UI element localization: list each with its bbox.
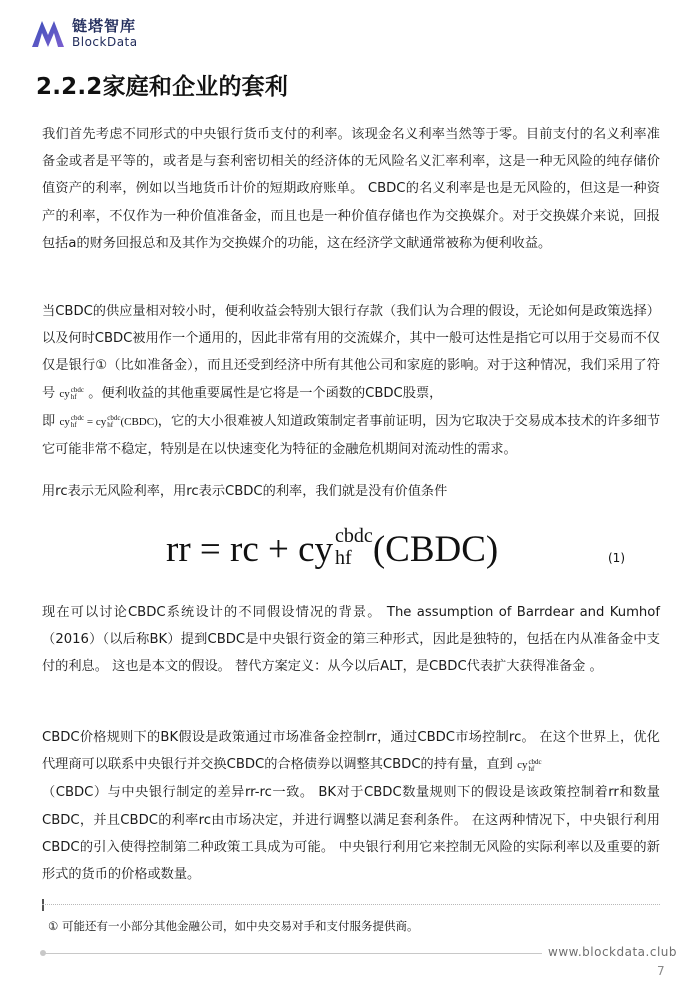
- equation-lhs: rr = rc + cy: [166, 529, 334, 570]
- math-cy-symbol: cycbdc hf: [59, 386, 84, 402]
- footnote-marker: [42, 899, 44, 911]
- equation-1: [166, 524, 499, 575]
- paragraph-2: [42, 298, 660, 463]
- header-logo: [30, 16, 138, 50]
- equation-arg: (CBDC): [372, 529, 499, 570]
- equation-number: (1): [608, 551, 625, 565]
- paragraph-3: 用rc表示无风险利率，用rc表示CBDC的利率，我们就是没有价值条件: [42, 484, 448, 499]
- section-title: 2.2.2家庭和企业的套利: [36, 74, 289, 100]
- paragraph-1: 我们首先考虑不同形式的中央银行货币支付的利率。该现金名义利率当然等于零。目前支付的名义利率准备金或者是平等的，或者是与套利密切相关的经济体的无风险名义汇率利率，这是一种无风险的纯存储价值资产的利率，例如以当地货币计价的短期政府账单。 CBDC的名义利率是也是无风险的，但这是一种资产的利率，不仅作为一种价值准备金，而且也是一种价值存储也作为交换媒介。对于交换媒介来说，回报包括a的财务回报总和及其作为交换媒介的功能，这在经济学文献通常被称为便利收益。: [42, 127, 660, 251]
- footer-divider: [42, 953, 542, 954]
- brand-name-cn: 链塔智库: [72, 16, 137, 35]
- paragraph-2-prefix: 即: [42, 413, 56, 429]
- equation-scripts: cbdc hf: [335, 524, 373, 569]
- footer-url[interactable]: www.blockdata.club: [548, 945, 677, 959]
- paragraph-2-text-c: ，它的大小很难被人知道政策制定者事前证明，因为它取决于交易成本技术的许多细节它可能非常不稳定，特别是在以快速变化为特征的金融危机期间对流动性的需求。: [42, 413, 661, 458]
- blockdata-logo-icon: [30, 17, 66, 49]
- page-number: 7: [657, 964, 665, 978]
- paragraph-4: 现在可以讨论CBDC系统设计的不同假设情况的背景。 The assumption of Barrdear and Kumhof （2016）（以后称BK）提到CBDC是中央银行资金的第三种形式，因此是独特的，包括在内从准备金中支付的利息。 这也是本文的假设。 替代方案定义：从今以后ALT，是CBDC代表扩大获得准备金 。: [42, 605, 660, 675]
- footnote-divider: [42, 904, 660, 905]
- paragraph-2-text-b: 。便利收益的其他重要属性是它将是一个函数的CBDC股票，: [88, 385, 443, 401]
- paragraph-5-text-a: CBDC价格规则下的BK假设是政策通过市场准备金控制rr，通过CBDC市场控制rc。 在这个世界上，优化代理商可以联系中央银行并交换CBDC的合格债券以调整其CBDC的持有量，直到: [42, 730, 660, 773]
- brand-name-en: BlockData: [72, 34, 138, 49]
- paragraph-2-text-a: 当CBDC的供应量相对较小时，便利收益会特别大银行存款（我们认为合理的假设，无论如何是政策选择）以及何时CBDC被用作一个通用的，因此非常有用的交流媒介，其中一般可达性是指它可以用于交易而不仅仅是银行①（比如准备金），而且还受到经济中所有其他公司和家庭的影响。对于这种情况，我们采用了符号: [42, 304, 660, 401]
- paragraph-5-text-b: （CBDC）与中央银行制定的差异rr-rc一致。 BK对于CBDC数量规则下的假设是该政策控制着rr和数量CBDC，并且CBDC的利率rc由市场决定，并进行调整以满足套利条件。 在这两种情况下，中央银行利用CBDC的引入使得控制第二种政策工具成为可能。 中央银行利用它来控制无风险的实际利率以及重要的新形式的货币的价格或数量。: [42, 785, 660, 883]
- math-cy-symbol-2: cycbdc hf: [517, 757, 542, 773]
- paragraph-5: [42, 724, 660, 888]
- footnote: ① 可能还有一小部分其他金融公司，如中央交易对手和支付服务提供商。: [48, 919, 419, 933]
- math-cy-function: cycbdc hf = cycbdc hf (CBDC): [59, 414, 158, 430]
